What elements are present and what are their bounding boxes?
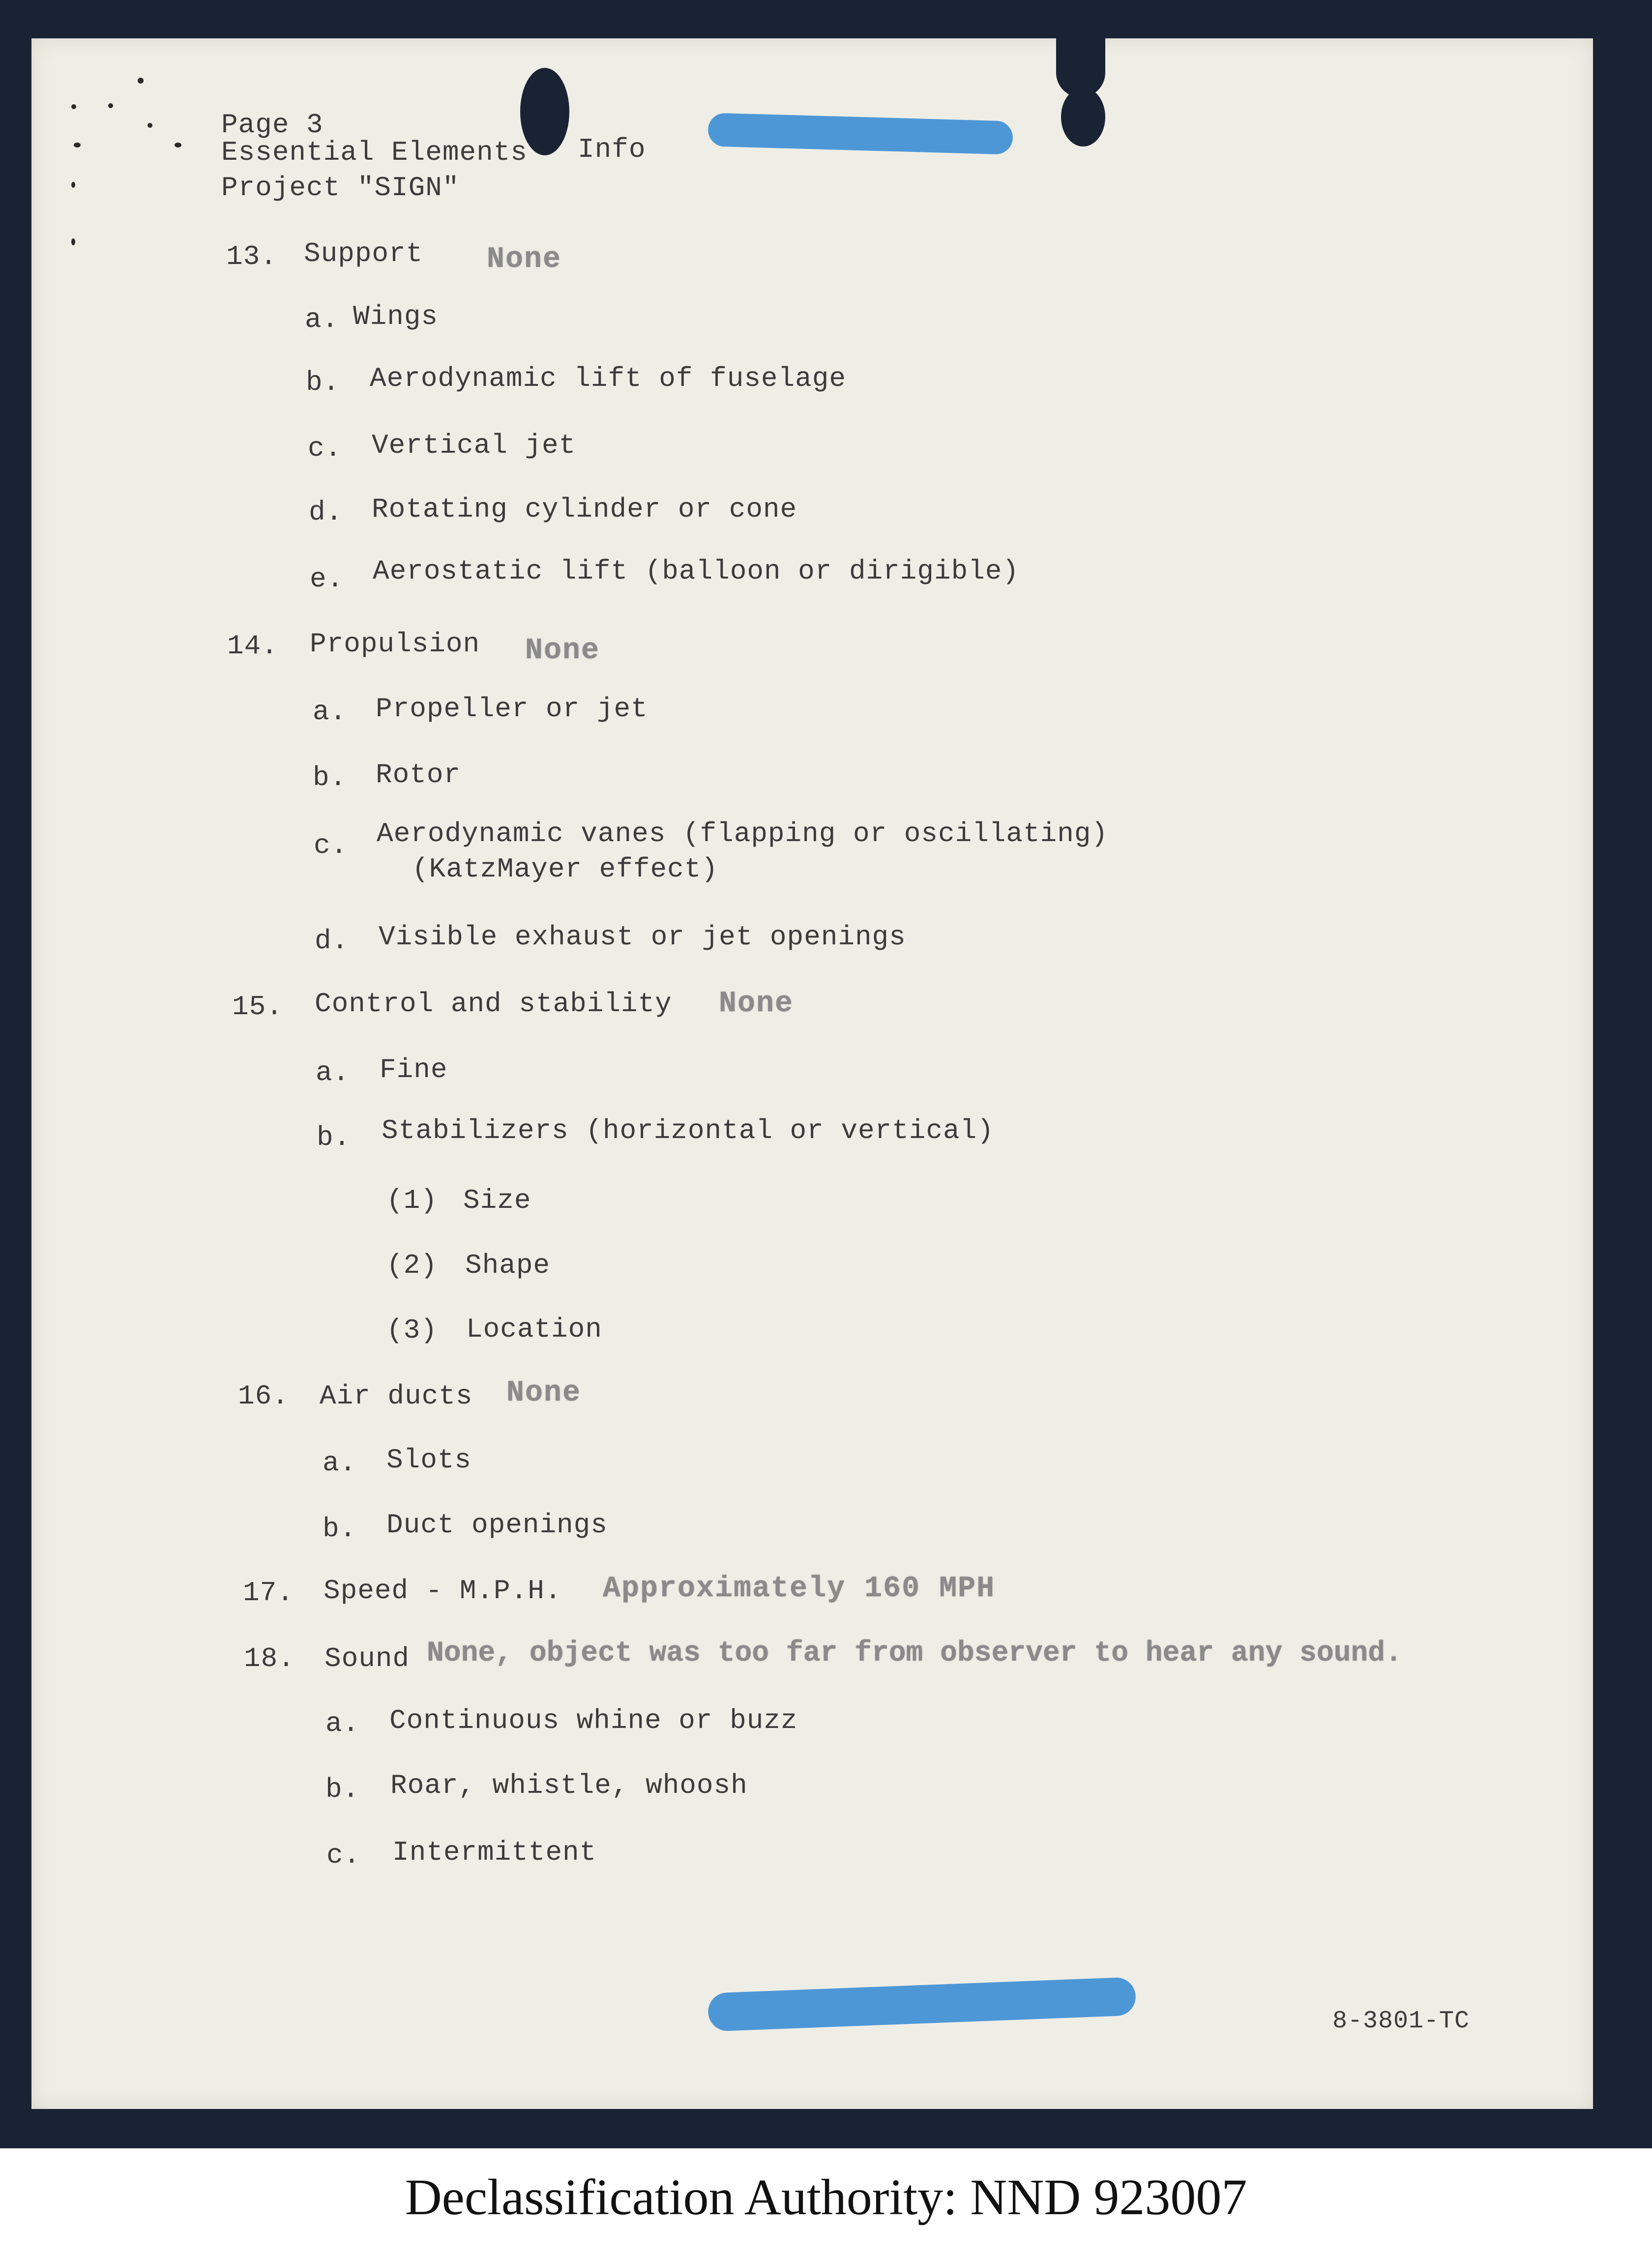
sub-text: Aerodynamic vanes (flapping or oscillating) [377,818,1109,849]
sub-text: Duct openings [386,1509,608,1541]
item-number: 16. [238,1380,289,1412]
sub-letter: c. [326,1840,361,1871]
sub-text: Wings [353,301,439,332]
sub-letter: d. [315,925,349,957]
sub-text: Stabilizers (horizontal or vertical) [382,1115,994,1146]
speck [148,123,152,128]
subsub-text: Location [466,1314,602,1345]
sub-letter: a. [313,696,347,728]
speck [138,78,144,84]
sub-text: Propeller or jet [376,693,648,725]
sub-text: Roar, whistle, whoosh [390,1770,748,1801]
subsub-number: (3) [386,1315,438,1346]
punch-hole [1061,88,1105,146]
item-number: 18. [244,1643,295,1674]
subsub-number: (2) [386,1250,438,1281]
sub-text: Continuous whine or buzz [389,1705,798,1736]
speck [74,143,81,147]
sub-letter: d. [309,497,343,528]
item-number: 17. [243,1577,294,1609]
item-label: Support [304,238,423,269]
speck [71,182,75,188]
sub-text: Intermittent [392,1837,597,1868]
sub-letter: b. [317,1122,351,1153]
document-subject: Essential Elements [221,137,528,168]
declassification-notice: Declassification Authority: NND 923007 [405,2169,1247,2225]
item-answer: None [525,634,600,668]
item-label: Propulsion [310,628,480,660]
item-label: Sound [324,1643,410,1674]
speck [71,238,75,245]
sub-text-continued: (KatzMayer effect) [412,853,718,885]
sub-letter: a. [316,1057,350,1088]
subsub-number: (1) [386,1185,438,1216]
sub-letter: a. [323,1447,357,1479]
document-page [31,38,1593,2109]
sub-text: Rotating cylinder or cone [372,494,797,525]
item-number: 15. [232,991,283,1023]
sub-letter: e. [310,563,344,595]
page-number: Page 3 [221,109,324,141]
project-name: Project "SIGN" [221,172,460,204]
sub-letter: c. [308,433,342,464]
sub-text: Aerodynamic lift of fuselage [370,363,846,394]
speck [71,104,76,109]
item-answer: None [487,243,562,276]
punch-hole [520,68,569,155]
document-subject-info: Info [578,134,646,165]
item-number: 13. [226,241,277,272]
item-label: Air ducts [320,1380,473,1412]
sub-text: Fine [380,1054,448,1085]
speck [175,143,181,147]
sub-text: Slots [386,1444,472,1476]
form-number: 8-3801-TC [1332,2007,1470,2035]
sub-letter: a. [305,304,339,335]
item-number: 14. [227,630,278,662]
sub-letter: a. [325,1708,360,1739]
sub-letter: b. [325,1774,360,1805]
sub-text: Aerostatic lift (balloon or dirigible) [373,556,1020,587]
sub-letter: b. [323,1513,357,1545]
sub-letter: b. [313,762,347,793]
item-answer: None [506,1376,582,1410]
sub-letter: c. [314,830,348,861]
subsub-text: Shape [465,1250,551,1281]
item-label: Control and stability [315,988,672,1020]
speck [108,103,113,108]
item-label: Speed - M.P.H. [324,1575,562,1607]
sub-text: Visible exhaust or jet openings [379,921,906,953]
sub-text: Rotor [376,759,461,790]
item-answer: Approximately 160 MPH [603,1572,996,1606]
sub-letter: b. [306,367,340,398]
subsub-text: Size [463,1185,531,1216]
item-answer: None, object was too far from observer to hear any sound. [427,1638,1402,1669]
item-answer: None [719,987,794,1021]
sub-text: Vertical jet [372,430,576,461]
